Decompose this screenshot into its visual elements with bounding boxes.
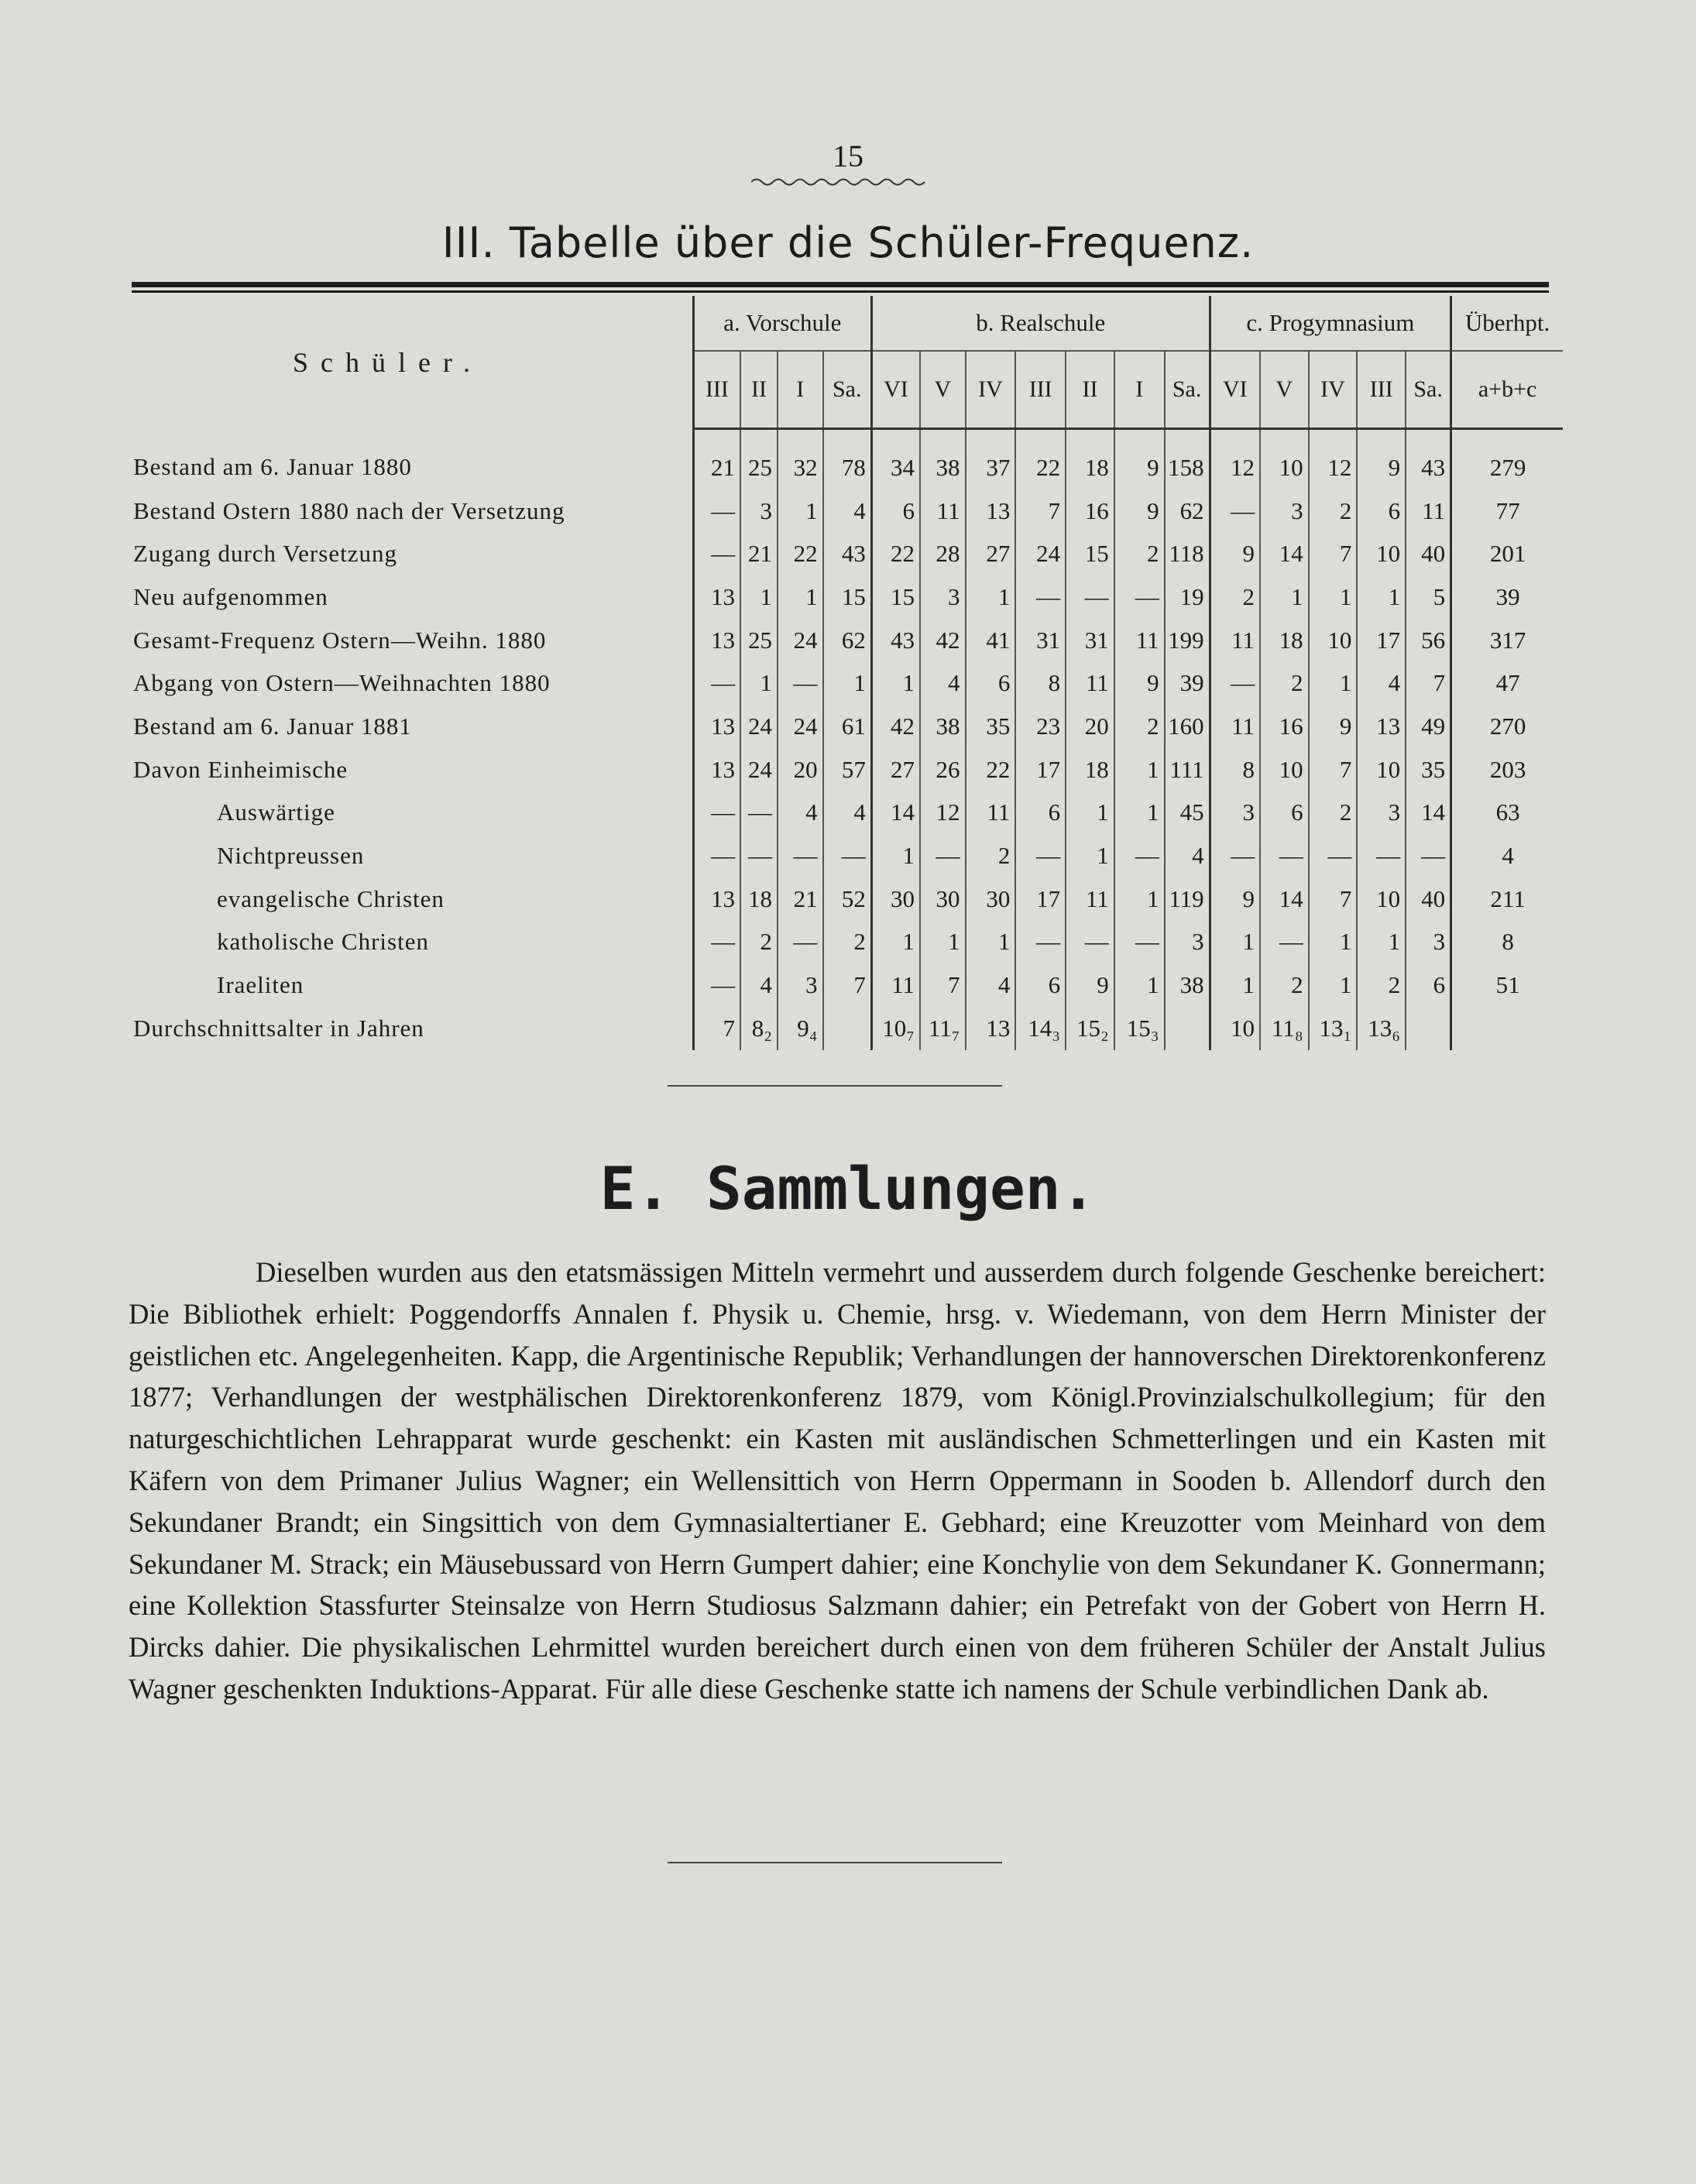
column-header: Sa. (823, 351, 872, 429)
table-cell: 24 (1015, 532, 1066, 575)
table-cell: 11 (1114, 619, 1165, 662)
table-cell: 1 (1114, 792, 1165, 835)
row-label: Auswärtige (217, 798, 335, 826)
table-cell (823, 1007, 872, 1050)
table-cell: 11 (1210, 619, 1260, 662)
table-cell: 1 (823, 661, 872, 705)
table-cell: 2 (1114, 705, 1165, 748)
table-cell: 13 (693, 877, 740, 921)
table-cell: 4 (966, 963, 1016, 1007)
table-cell: — (1210, 661, 1260, 705)
table-top-rule-thin (132, 290, 1549, 293)
table-cell: 4 (823, 489, 872, 533)
end-divider (668, 1862, 1002, 1863)
table-cell: 11 (871, 963, 920, 1007)
table-cell: 24 (740, 748, 778, 792)
table-cell: 43 (871, 619, 920, 662)
table-cell: — (1210, 834, 1260, 877)
table-cell: 13₆ (1357, 1007, 1406, 1050)
table-cell: — (823, 834, 872, 877)
column-header: V (1260, 351, 1309, 429)
table-cell: 158 (1165, 429, 1210, 489)
table-cell: 13 (693, 619, 740, 662)
column-header: Sa. (1165, 351, 1210, 429)
table-cell: 15₃ (1114, 1007, 1165, 1050)
table-cell: 45 (1165, 792, 1210, 835)
table-cell: 21 (778, 877, 823, 921)
table-cell: 6 (1260, 792, 1309, 835)
table-cell: 9 (1210, 877, 1260, 921)
table-cell: 3 (1165, 921, 1210, 964)
table-cell: 4 (1451, 834, 1563, 877)
table-cell: 4 (740, 963, 778, 1007)
table-cell: 39 (1165, 661, 1210, 705)
table-cell: — (1066, 921, 1114, 964)
table-cell: 31 (1015, 619, 1066, 662)
table-cell: 3 (740, 489, 778, 533)
table-cell: — (693, 921, 740, 964)
table-cell: 14₃ (1015, 1007, 1066, 1050)
table-cell: 1 (966, 575, 1016, 619)
table-cell: 18 (1066, 429, 1114, 489)
table-cell: 199 (1165, 619, 1210, 662)
table-cell: 2 (1210, 575, 1260, 619)
table-cell: 38 (1165, 963, 1210, 1007)
column-header: VI (871, 351, 920, 429)
table-cell: 2 (1114, 532, 1165, 575)
table-cell: 7 (693, 1007, 740, 1050)
table-cell: 211 (1451, 877, 1563, 921)
table-cell: 1 (778, 489, 823, 533)
table-cell: 17 (1015, 748, 1066, 792)
table-cell: — (1357, 834, 1406, 877)
table-cell: 56 (1406, 619, 1451, 662)
table-cell: 1 (740, 575, 778, 619)
table-row (130, 661, 1563, 705)
row-label: evangelische Christen (217, 884, 445, 912)
row-label: Davon Einheimische (133, 755, 348, 783)
table-cell: 13 (966, 1007, 1016, 1050)
column-header: I (1114, 351, 1165, 429)
row-label: Durchschnittsalter in Jahren (133, 1014, 424, 1042)
table-cell: 1 (1260, 575, 1309, 619)
table-cell: 14 (871, 792, 920, 835)
table-cell: 6 (966, 661, 1016, 705)
table-cell: 38 (920, 705, 966, 748)
table-cell: 4 (1165, 834, 1210, 877)
column-header: IV (1309, 351, 1358, 429)
table-cell: 13 (693, 705, 740, 748)
table-cell: — (778, 834, 823, 877)
table-cell: — (693, 834, 740, 877)
table-cell: 3 (1210, 792, 1260, 835)
table-cell (1165, 1007, 1210, 1050)
page-number: 15 (833, 139, 863, 173)
table-cell: 4 (778, 792, 823, 835)
table-cell: 40 (1406, 532, 1451, 575)
table-cell: 6 (1015, 963, 1066, 1007)
table-cell: 4 (920, 661, 966, 705)
table-cell: 14 (1406, 792, 1451, 835)
table-cell: 317 (1451, 619, 1563, 662)
group-realschule: b. Realschule (871, 296, 1210, 351)
table-cell: 21 (740, 532, 778, 575)
table-cell: 25 (740, 619, 778, 662)
table-cell: 10 (1210, 1007, 1260, 1050)
table-cell: 21 (693, 429, 740, 489)
group-vorschule: a. Vorschule (693, 296, 871, 351)
table-cell: 43 (823, 532, 872, 575)
column-header: IV (966, 351, 1016, 429)
table-cell: 10₇ (871, 1007, 920, 1050)
table-cell: 1 (1114, 877, 1165, 921)
table-cell: 6 (1357, 489, 1406, 533)
table-cell: 26 (920, 748, 966, 792)
table-cell: 10 (1357, 748, 1406, 792)
table-cell: — (1260, 834, 1309, 877)
table-cell: — (693, 792, 740, 835)
table-row (130, 963, 1563, 1007)
section-title: E. Sammlungen. (599, 1154, 1097, 1223)
table-cell: — (1210, 489, 1260, 533)
table-cell: 11₇ (920, 1007, 966, 1050)
table-cell: 35 (966, 705, 1016, 748)
table-cell: — (1309, 834, 1358, 877)
row-label: Iraeliten (217, 971, 304, 999)
table-cell: 22 (778, 532, 823, 575)
row-label: Zugang durch Versetzung (133, 540, 397, 568)
table-cell: 2 (1260, 661, 1309, 705)
section-divider (668, 1085, 1002, 1087)
group-progymnasium: c. Progymnasium (1210, 296, 1451, 351)
table-cell: 41 (966, 619, 1016, 662)
table-cell: 3 (1406, 921, 1451, 964)
table-cell: 22 (871, 532, 920, 575)
table-cell: 61 (823, 705, 872, 748)
table-cell: 2 (740, 921, 778, 964)
table-cell: — (693, 963, 740, 1007)
row-label: Gesamt-Frequenz Ostern—Weihn. 1880 (133, 626, 547, 654)
table-cell: 24 (740, 705, 778, 748)
table-cell: 18 (1260, 619, 1309, 662)
table-cell: 15₂ (1066, 1007, 1114, 1050)
table-cell: — (1260, 921, 1309, 964)
table-cell: 11 (1210, 705, 1260, 748)
table-cell: 8 (1210, 748, 1260, 792)
table-cell: 9 (1114, 489, 1165, 533)
table-cell: 11₈ (1260, 1007, 1309, 1050)
table-cell: 8 (1451, 921, 1563, 964)
table-cell: 42 (920, 619, 966, 662)
table-cell: 13₁ (1309, 1007, 1358, 1050)
column-header: I (778, 351, 823, 429)
row-label: Abgang von Ostern—Weihnachten 1880 (133, 669, 551, 697)
table-cell: — (1114, 575, 1165, 619)
table-cell: 10 (1260, 429, 1309, 489)
table-cell: 35 (1406, 748, 1451, 792)
table-cell: 31 (1066, 619, 1114, 662)
table-cell: 51 (1451, 963, 1563, 1007)
table-cell: 19 (1165, 575, 1210, 619)
group-total: Überhpt. (1451, 296, 1563, 351)
table-cell: — (740, 834, 778, 877)
table-cell: 7 (1406, 661, 1451, 705)
table-cell: 1 (1114, 748, 1165, 792)
table-cell: 1 (1309, 661, 1358, 705)
column-header: Sa. (1406, 351, 1451, 429)
table-title: III. Tabelle über die Schüler-Frequenz. (441, 218, 1255, 267)
table-cell: 10 (1309, 619, 1358, 662)
table-cell: 118 (1165, 532, 1210, 575)
table-cell: 6 (1015, 792, 1066, 835)
column-header: V (920, 351, 966, 429)
column-header: II (740, 351, 778, 429)
table-row (130, 705, 1563, 748)
table-cell: 6 (1406, 963, 1451, 1007)
table-cell: — (1114, 921, 1165, 964)
row-label: Nichtpreussen (217, 842, 365, 870)
table-cell: 11 (1406, 489, 1451, 533)
column-header: III (1357, 351, 1406, 429)
column-header: III (693, 351, 740, 429)
table-row (130, 834, 1563, 877)
table-row (130, 575, 1563, 619)
row-label: Neu aufgenommen (133, 582, 328, 610)
table-row (130, 748, 1563, 792)
table-cell: 17 (1357, 619, 1406, 662)
table-cell: 13 (1357, 705, 1406, 748)
table-cell: 7 (1309, 748, 1358, 792)
table-cell: 11 (966, 792, 1016, 835)
table-cell: 1 (871, 921, 920, 964)
table-cell: 18 (740, 877, 778, 921)
table-cell: 10 (1357, 532, 1406, 575)
paragraph-text: Dieselben wurden aus den etatsmässigen Mitteln vermehrt und ausserdem durch folgende Geschenke bereichert: Die Bibliothek erhielt: Poggendorffs Annalen f. Physik u. Chemie, hrsg. v. Wiedemann, von dem Herrn Minister der geistlichen etc. Angelegenheiten. Kapp, die Argentinische Republik; Verhandlungen der hannoverschen Direktorenkonferenz 1877; Verhandlungen der westphälischen Direktorenkonferenz 1879, vom Königl.Provinzialschulkollegium; für den naturgeschichtlichen Lehrapparat wurde geschenkt: ein Kasten mit ausländischen Schmetterlingen und ein Kasten mit Käfern von dem Primaner Julius Wagner; ein Wellensittich von Herrn Oppermann in Sooden b. Allendorf durch den Sekundaner Brandt; ein Singsittich von dem Gymnasialtertianer E. Gebhard; eine Kreuzotter vom Meinhard von dem Sekundaner M. Strack; ein Mäusebussard von Herrn Gumpert dahier; eine Konchylie von dem Sekundaner K. Gonnermann; eine Kollektion Stassfurter Steinsalze von Herrn Studiosus Salzmann dahier; ein Petrefakt von der Gobert von Herrn H. Dircks dahier. Die physikalischen Lehrmittel wurden bereichert durch einen von dem früheren Schüler der Anstalt Julius Wagner geschenkten Induktions-Apparat. Für alle diese Geschenke statte ich namens der Schule verbindlichen Dank ab. (129, 1256, 1546, 1705)
table-cell: 16 (1260, 705, 1309, 748)
table-cell: 18 (1066, 748, 1114, 792)
table-cell: 49 (1406, 705, 1451, 748)
table-cell: — (1406, 834, 1451, 877)
table-cell: 1 (1066, 834, 1114, 877)
table-cell: 14 (1260, 877, 1309, 921)
table-cell: 13 (693, 748, 740, 792)
table-cell: 27 (966, 532, 1016, 575)
table-cell: 6 (871, 489, 920, 533)
table-row (130, 489, 1563, 533)
table-cell: 17 (1015, 877, 1066, 921)
table-cell: — (693, 661, 740, 705)
table-cell: 47 (1451, 661, 1563, 705)
row-label: katholische Christen (217, 928, 429, 956)
table-cell: 1 (871, 834, 920, 877)
table-cell: — (740, 792, 778, 835)
table-cell: 270 (1451, 705, 1563, 748)
table-cell: 13 (966, 489, 1016, 533)
table-cell: 9 (1309, 705, 1358, 748)
table-cell: 20 (1066, 705, 1114, 748)
column-header: VI (1210, 351, 1260, 429)
table-cell: 10 (1260, 748, 1309, 792)
table-cell: 1 (1357, 575, 1406, 619)
table-cell: 119 (1165, 877, 1210, 921)
table-cell: — (920, 834, 966, 877)
table-top-rule (132, 282, 1549, 287)
table-cell: 11 (1066, 877, 1114, 921)
table-cell: 30 (871, 877, 920, 921)
table-cell: — (778, 921, 823, 964)
table-cell: 42 (871, 705, 920, 748)
table-cell: 24 (778, 619, 823, 662)
table-row (130, 877, 1563, 921)
table-cell: 30 (920, 877, 966, 921)
table-row (130, 429, 1563, 489)
table-cell: 77 (1451, 489, 1563, 533)
table-cell: 1 (1114, 963, 1165, 1007)
table-cell: 1 (966, 921, 1016, 964)
table-cell: 11 (920, 489, 966, 533)
table-cell: 279 (1451, 429, 1563, 489)
table-cell: — (1015, 834, 1066, 877)
table-cell: — (693, 532, 740, 575)
table-cell: 8₂ (740, 1007, 778, 1050)
table-cell: 38 (920, 429, 966, 489)
table-cell: 7 (1309, 532, 1358, 575)
table-cell: 9 (1114, 661, 1165, 705)
table-cell: 11 (1066, 661, 1114, 705)
table-cell: 8 (1015, 661, 1066, 705)
table-cell: 78 (823, 429, 872, 489)
table-cell: 3 (1357, 792, 1406, 835)
table-cell: 3 (920, 575, 966, 619)
table-cell: 20 (778, 748, 823, 792)
table-cell: 1 (1309, 921, 1358, 964)
table-cell: 3 (778, 963, 823, 1007)
table-cell: 15 (1066, 532, 1114, 575)
table-cell: 39 (1451, 575, 1563, 619)
table-cell: 10 (1357, 877, 1406, 921)
table-cell: 2 (1309, 792, 1358, 835)
table-cell: 62 (823, 619, 872, 662)
table-cell: 2 (823, 921, 872, 964)
table-row (130, 1007, 1563, 1050)
table-cell: 203 (1451, 748, 1563, 792)
table-cell: 62 (1165, 489, 1210, 533)
table-cell: 5 (1406, 575, 1451, 619)
table-cell: 1 (920, 921, 966, 964)
column-header: a+b+c (1451, 351, 1563, 429)
table-cell: 2 (1260, 963, 1309, 1007)
table-cell: 4 (1357, 661, 1406, 705)
table-cell: 52 (823, 877, 872, 921)
table-cell: 37 (966, 429, 1016, 489)
row-label: Bestand am 6. Januar 1881 (133, 712, 412, 740)
table-cell: 1 (1309, 575, 1358, 619)
table-cell: 2 (1309, 489, 1358, 533)
table-row (130, 532, 1563, 575)
table-cell: 9 (1114, 429, 1165, 489)
table-cell: 43 (1406, 429, 1451, 489)
table-cell: 3 (1260, 489, 1309, 533)
table-cell: 12 (1210, 429, 1260, 489)
table-cell: 57 (823, 748, 872, 792)
table-cell: 1 (778, 575, 823, 619)
table-cell: 9 (1210, 532, 1260, 575)
column-header: III (1015, 351, 1066, 429)
decorative-wavy-rule (751, 177, 929, 187)
row-label: Bestand Ostern 1880 nach der Versetzung (133, 496, 565, 524)
row-header: Schüler. (293, 346, 482, 378)
table-cell: 1 (740, 661, 778, 705)
table-cell: 30 (966, 877, 1016, 921)
table-cell: 27 (871, 748, 920, 792)
frequency-table (130, 296, 1563, 1050)
table-cell: 1 (1309, 963, 1358, 1007)
table-cell: 12 (1309, 429, 1358, 489)
table-cell: — (1015, 575, 1066, 619)
table-cell: 2 (1357, 963, 1406, 1007)
table-cell: — (1066, 575, 1114, 619)
table-cell: 15 (871, 575, 920, 619)
table-cell: 9 (1357, 429, 1406, 489)
table-cell: 1 (1210, 963, 1260, 1007)
table-cell (1451, 1007, 1563, 1050)
table-cell: 1 (1066, 792, 1114, 835)
table-cell (1406, 1007, 1451, 1050)
table-cell: 1 (871, 661, 920, 705)
table-row (130, 792, 1563, 835)
table-cell: 34 (871, 429, 920, 489)
table-cell: 23 (1015, 705, 1066, 748)
table-cell: — (693, 489, 740, 533)
table-cell: — (778, 661, 823, 705)
table-cell: 111 (1165, 748, 1210, 792)
table-cell: — (1114, 834, 1165, 877)
table-row (130, 619, 1563, 662)
section-paragraph (129, 1252, 1546, 1710)
column-header: II (1066, 351, 1114, 429)
table-row (130, 921, 1563, 964)
table-cell: 32 (778, 429, 823, 489)
table-cell: 201 (1451, 532, 1563, 575)
row-label: Bestand am 6. Januar 1880 (133, 453, 412, 481)
table-cell: 7 (920, 963, 966, 1007)
table-cell: 7 (823, 963, 872, 1007)
table-cell: 25 (740, 429, 778, 489)
table-cell: 9₄ (778, 1007, 823, 1050)
table-cell: 160 (1165, 705, 1210, 748)
table-cell: 2 (966, 834, 1016, 877)
table-cell: 22 (966, 748, 1016, 792)
table-cell: 40 (1406, 877, 1451, 921)
table-cell: 9 (1066, 963, 1114, 1007)
table-cell: 63 (1451, 792, 1563, 835)
table-cell: 1 (1210, 921, 1260, 964)
table-cell: 15 (823, 575, 872, 619)
table-cell: 4 (823, 792, 872, 835)
table-cell: 12 (920, 792, 966, 835)
table-cell: 7 (1309, 877, 1358, 921)
table-cell: 28 (920, 532, 966, 575)
table-cell: 13 (693, 575, 740, 619)
table-cell: 1 (1357, 921, 1406, 964)
table-cell: 14 (1260, 532, 1309, 575)
table-cell: 7 (1015, 489, 1066, 533)
table-cell: — (1015, 921, 1066, 964)
table-cell: 24 (778, 705, 823, 748)
table-cell: 22 (1015, 429, 1066, 489)
table-cell: 16 (1066, 489, 1114, 533)
